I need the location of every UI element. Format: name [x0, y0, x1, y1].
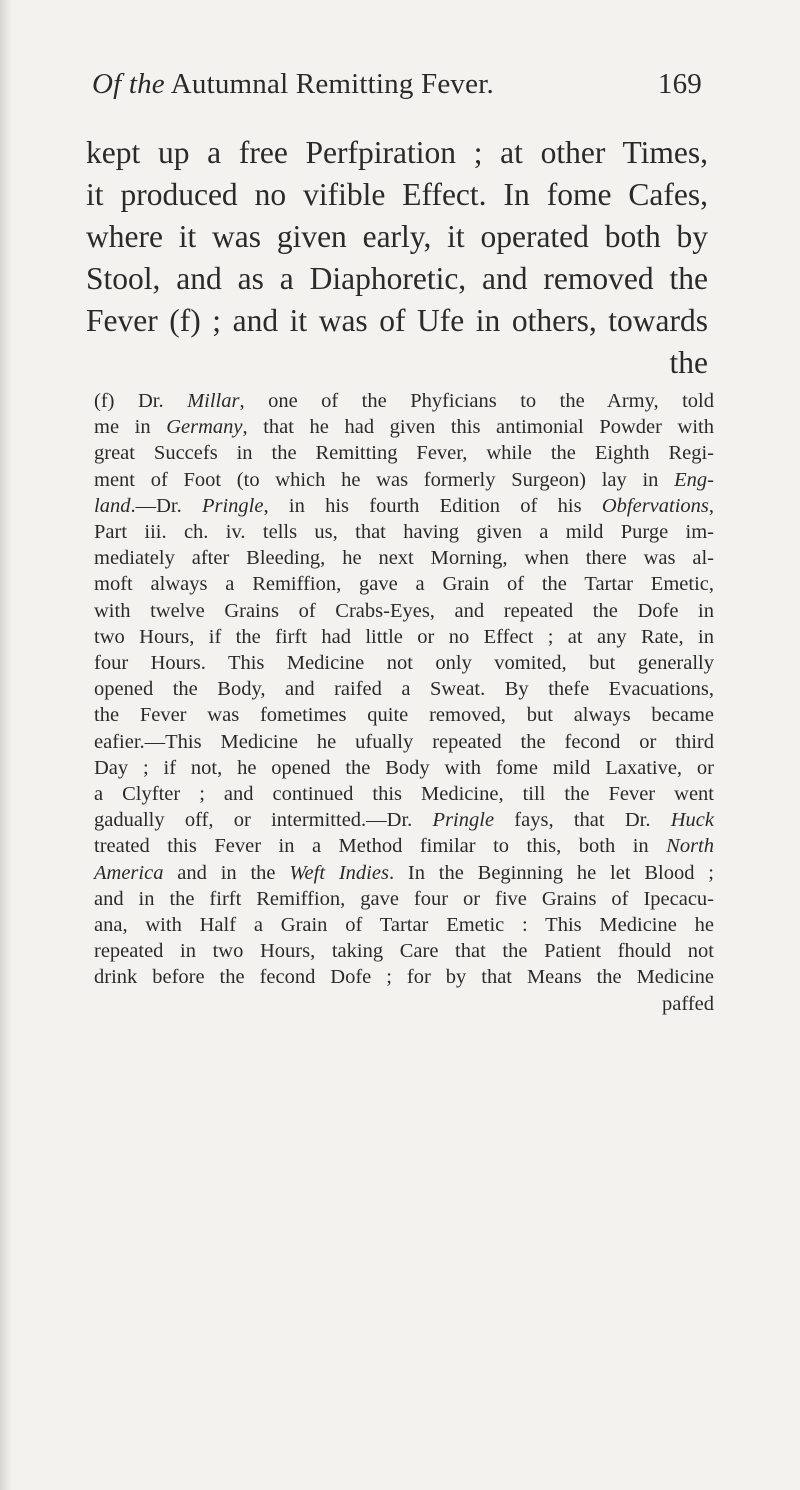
- footnote-line: Day ; if not, he opened the Body with fome mild Laxative, or: [94, 756, 714, 779]
- footnote-line: drink before the fecond Dofe ; for by that Means the Medicine: [94, 966, 714, 989]
- footnote-line: eafier.—This Medicine he ufually repeated the fecond or third: [94, 730, 714, 753]
- footnote-line: great Succefs in the Remitting Fever, while the Eighth Regi-: [94, 442, 714, 465]
- catchword: the: [669, 345, 708, 380]
- footnote-line: the Fever was fometimes quite removed, but always became: [94, 704, 714, 727]
- text-line: Fever (f) ; and it was of Ufe in others, towards: [86, 303, 708, 338]
- text-line: it produced no vifible Effect. In fome Cafes,: [86, 177, 708, 212]
- footnote-line: moft always a Remiffion, gave a Grain of the Tartar Emetic,: [94, 573, 714, 596]
- main-text: [86, 132, 708, 384]
- footnote-line: (f) Dr. Millar, one of the Phyficians to the Army, told: [94, 390, 715, 412]
- footnote-line: treated this Fever in a Method fimilar to this, both in North: [94, 835, 714, 858]
- running-header: [92, 68, 702, 101]
- page-number: 169: [657, 68, 702, 100]
- footnote-line: mediately after Bleeding, he next Morning, when there was al-: [94, 547, 714, 570]
- text-line: Stool, and as a Diaphoretic, and removed the: [86, 261, 708, 296]
- footnote-line: opened the Body, and raifed a Sweat. By thefe Evacuations,: [94, 678, 714, 701]
- footnote-catchword: paffed: [662, 992, 714, 1015]
- footnote-line: with twelve Grains of Crabs-Eyes, and repeated the Dofe in: [94, 599, 714, 622]
- footnote-line: a Clyfter ; and continued this Medicine, till the Fever went: [94, 783, 714, 806]
- footnote-line: two Hours, if the firft had little or no Effect ; at any Rate, in: [94, 625, 714, 648]
- footnote-line: repeated in two Hours, taking Care that the Patient fhould not: [94, 940, 714, 963]
- footnote: [94, 388, 714, 1017]
- footnote-line: and in the firft Remiffion, gave four or five Grains of Ipecacu-: [94, 887, 714, 910]
- footnote-line: land.—Dr. Pringle, in his fourth Edition of his Obfervations,: [94, 494, 715, 517]
- footnote-line: America and in the Weft Indies. In the Beginning he let Blood ;: [94, 861, 714, 884]
- footnote-line: me in Germany, that he had given this antimonial Powder with: [94, 416, 714, 439]
- footnote-line: four Hours. This Medicine not only vomited, but generally: [94, 652, 714, 675]
- footnote-line: gadually off, or intermitted.—Dr. Pringle fays, that Dr. Huck: [94, 809, 714, 832]
- running-title: Of the Autumnal Remitting Fever.: [92, 68, 494, 100]
- footnote-line: ment of Foot (to which he was formerly Surgeon) lay in Eng-: [94, 468, 714, 491]
- footnote-line: Part iii. ch. iv. tells us, that having given a mild Purge im-: [94, 521, 714, 544]
- text-line: kept up a free Perfpiration ; at other Times,: [86, 135, 708, 170]
- footnote-line: ana, with Half a Grain of Tartar Emetic : This Medicine he: [94, 914, 714, 937]
- page-gutter-shadow: [0, 0, 12, 1490]
- text-line: where it was given early, it operated both by: [86, 219, 708, 254]
